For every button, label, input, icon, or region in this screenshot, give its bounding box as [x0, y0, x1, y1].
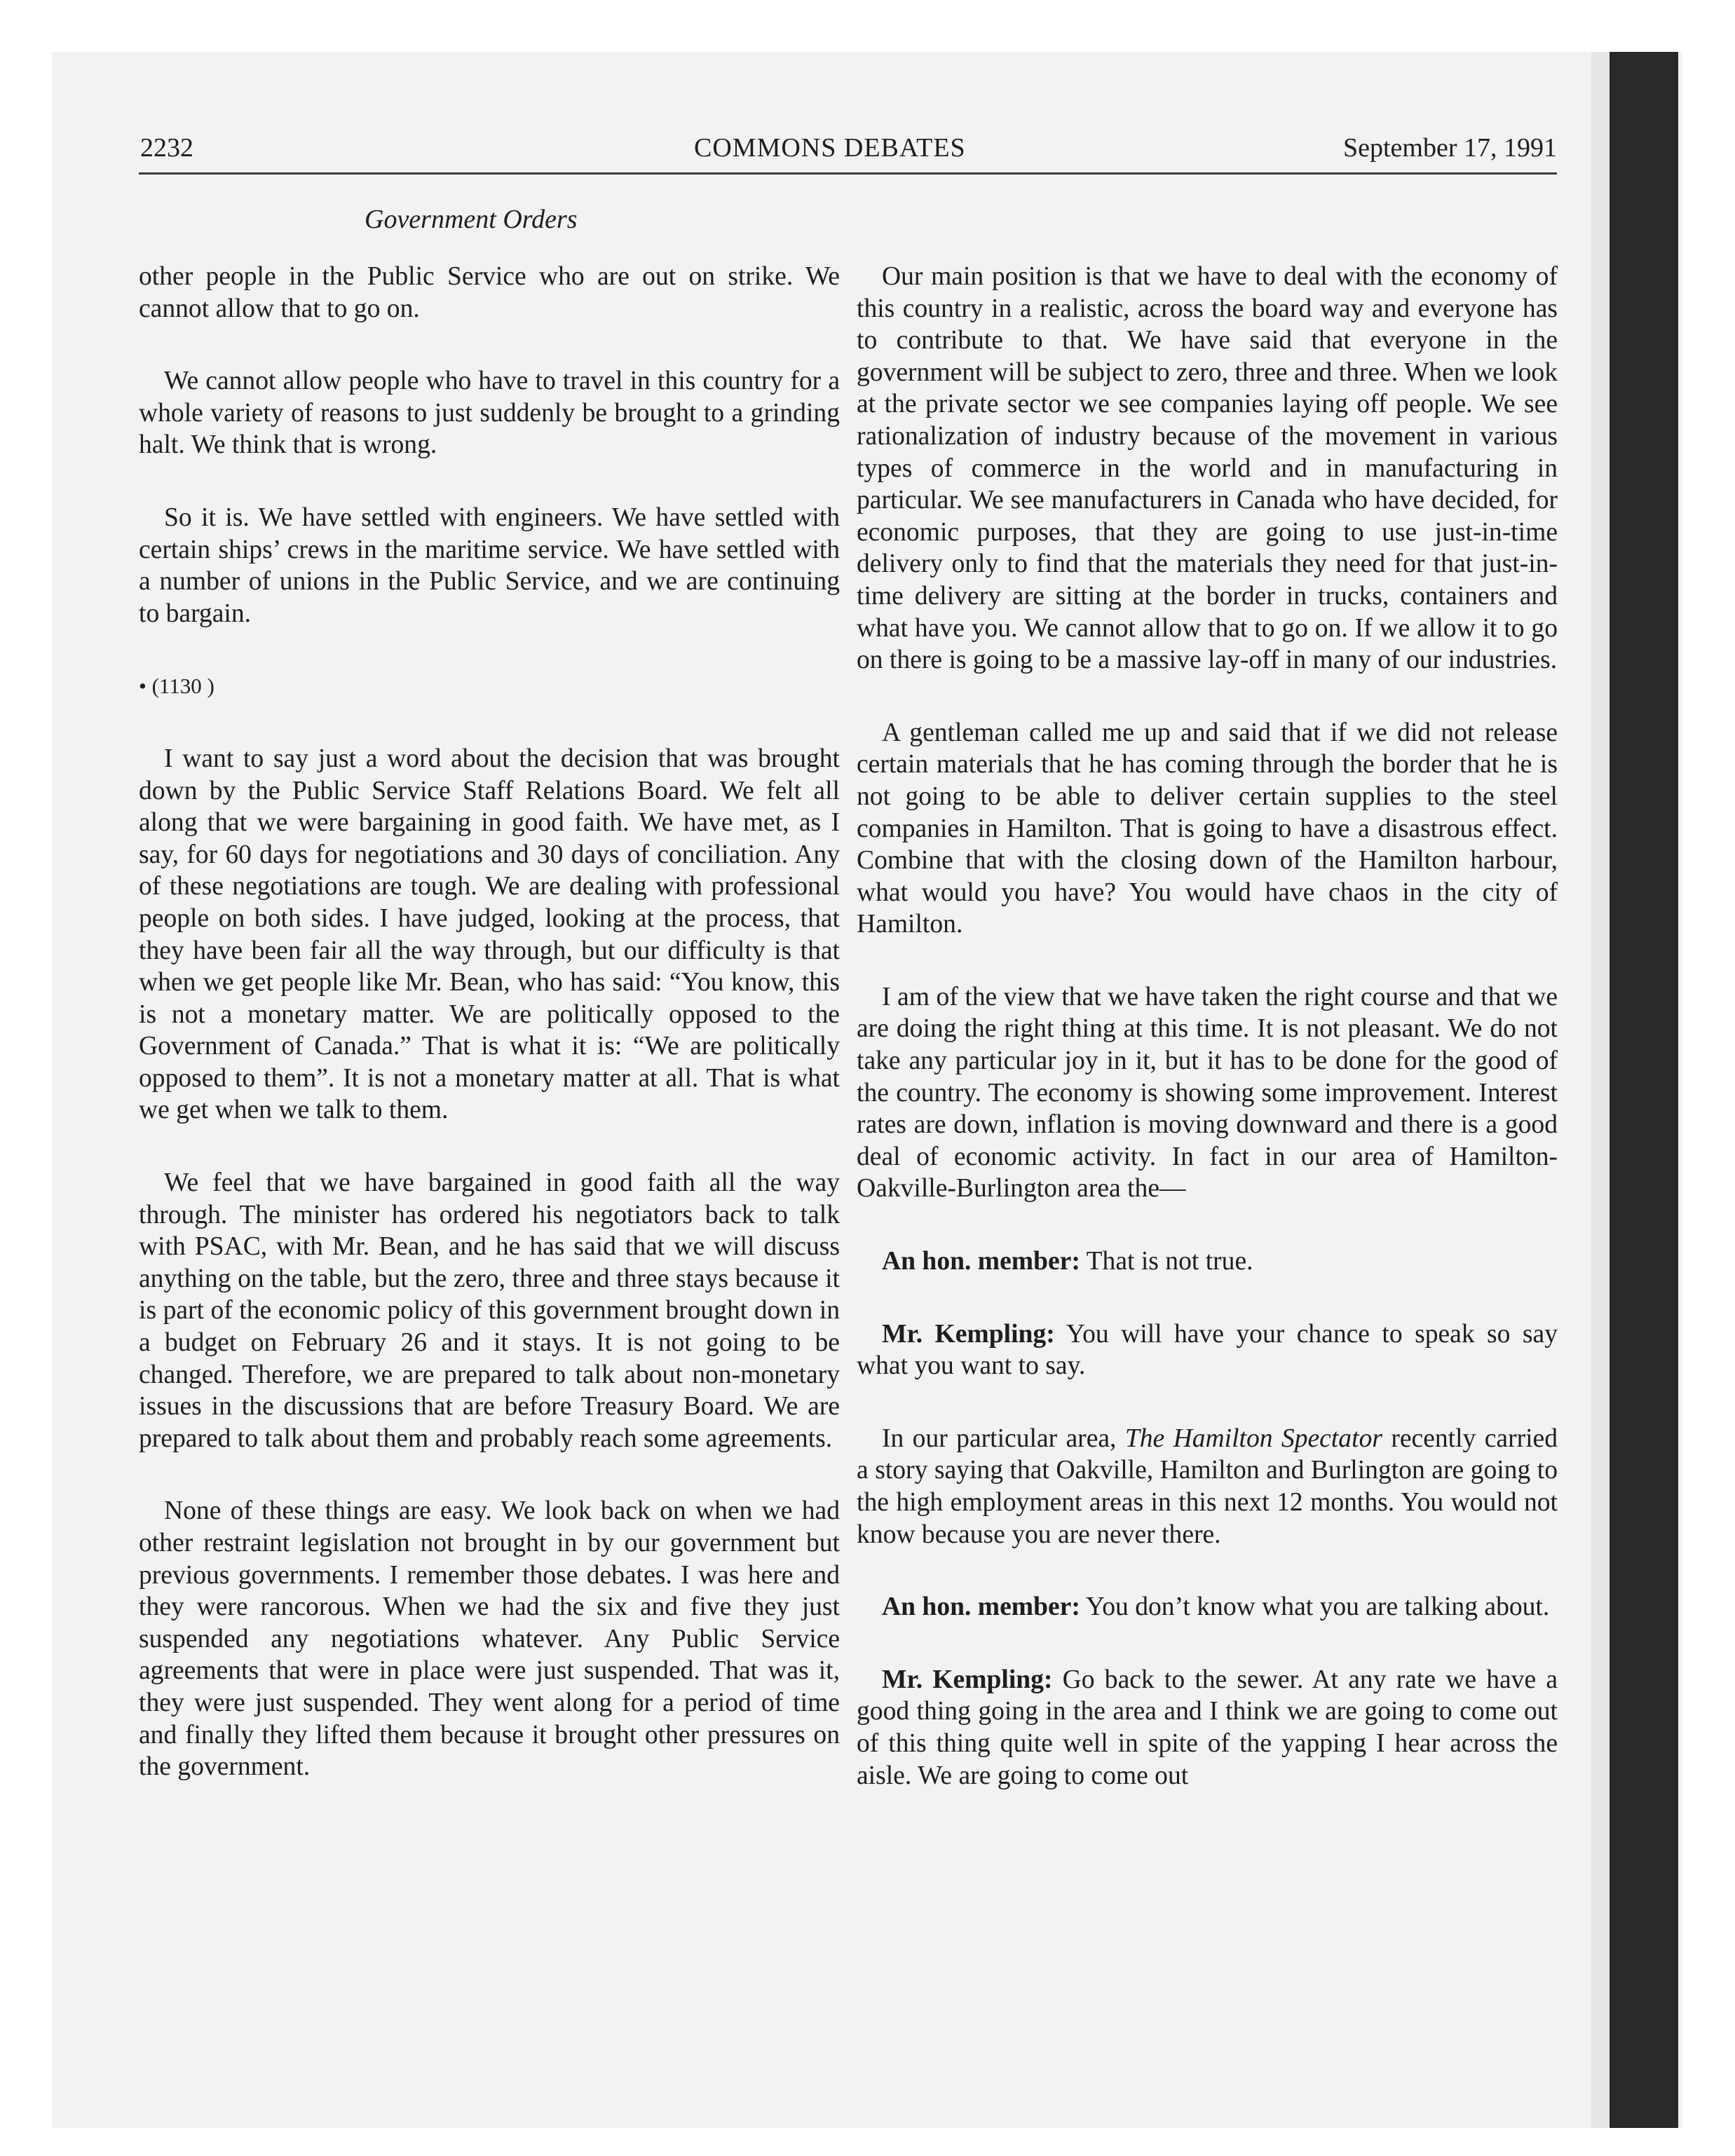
- paragraph: We cannot allow people who have to travel in this country for a whole variety of reasons to just suddenly be brought to a grinding halt. We think that is wrong.: [139, 367, 840, 460]
- speaker-name: An hon. member:: [882, 1247, 1080, 1276]
- page-date: September 17, 1991: [1342, 133, 1557, 163]
- speech-paragraph: [857, 1664, 1558, 1792]
- speech-paragraph: [857, 1246, 1558, 1278]
- paragraph: [857, 1423, 1558, 1550]
- speaker-name: Mr. Kempling:: [882, 1319, 1055, 1349]
- speech-text: That is not true.: [1080, 1247, 1253, 1276]
- paragraph: I want to say just a word about the decision that was brought down by the Public Service Staff Relations Board. We felt all along that we were bargaining in good faith. We have met, as I say, for 60 days for negotiations and 30 days of conciliation. Any of these negotiations are tough. We are dealing with professional people on both sides. I have judged, looking at the process, that they have been fair all the way through, but our difficulty is that when we get people like Mr. Bean, who has said: “You know, this is not a monetary matter. We are politically opposed to the Government of Canada.” That is what it is: “We are politically opposed to them”. It is not a monetary matter at all. That is what we get when we talk to them.: [139, 744, 840, 1125]
- paragraph: other people in the Public Service who are out on strike. We cannot allow that to go on.: [139, 262, 840, 323]
- speaker-name: An hon. member:: [882, 1592, 1080, 1622]
- paragraph: None of these things are easy. We look back on when we had other restraint legislation not brought in by our government but previous governments. I remember those debates. I was here and they were rancorous. When we had the six and five they just suspended any negotiations whatever. Any Public Service agreements that were in place were just suspended. That was it, they were just suspended. They went along for a period of time and finally they lifted them because it brought other pressures on the government.: [139, 1496, 840, 1782]
- left-column: [139, 261, 840, 1824]
- paragraph: A gentleman called me up and said that if we did not release certain materials that he has coming through the border that he is not going to be able to deliver certain supplies to the steel companies in Hamilton. That is going to have a disastrous effect. Combine that with the closing down of the Hamilton harbour, what would you have? You would have chaos in the city of Hamilton.: [857, 718, 1558, 939]
- paragraph: Our main position is that we have to deal with the economy of this country in a realistic, across the board way and everyone has to contribute to that. We have said that everyone in the government will be subject to zero, three and three. When we look at the private sector we see companies laying off people. We see rationalization of industry because of the movement in various types of commerce in the world and in manufacturing in particular. We see manufacturers in Canada who have decided, for economic purposes, that they are going to use just-in-time delivery only to find that the materials they need for that just-in-time delivery are sitting at the border in trucks, containers and what have you. We cannot allow that to go on. If we allow it to go on there is going to be a massive lay-off in many of our industries.: [857, 262, 1558, 675]
- speech-text: You will have your chance to speak so say what you want to say.: [857, 1319, 1558, 1381]
- publication-title: The Hamilton Spectator: [1124, 1424, 1382, 1453]
- header-rule: [139, 172, 1557, 175]
- scan-dark-border: [1610, 52, 1678, 2128]
- running-title: COMMONS DEBATES: [694, 133, 966, 163]
- page-number: 2232: [140, 133, 193, 163]
- speech-text: Go back to the sewer. At any rate we have a good thing going in the area and I think we are going to come out of this thing quite well in spite of the yapping I hear across the aisle. We are going to come out: [857, 1665, 1558, 1790]
- paragraph-text: In our particular area,: [882, 1424, 1125, 1453]
- speech-text: You don’t know what you are talking about.: [1080, 1592, 1550, 1622]
- speech-paragraph: [857, 1318, 1558, 1382]
- speech-paragraph: [857, 1591, 1558, 1623]
- speaker-name: Mr. Kempling:: [882, 1665, 1053, 1694]
- time-marker: • (1130 ): [139, 674, 215, 699]
- paragraph: I am of the view that we have taken the right course and that we are doing the right thing at this time. It is not pleasant. We do not take any particular joy in it, but it has to be done for the good of the country. The economy is showing some improvement. Interest rates are down, inflation is moving downward and there is a good deal of economic activity. In fact in our area of Hamilton-Oakville-Burlington area the—: [857, 982, 1558, 1203]
- right-column: [857, 261, 1558, 1832]
- section-title: Government Orders: [365, 205, 578, 234]
- page-edge-shadow: [1591, 52, 1610, 2128]
- paragraph-text: recently carried a story saying that Oakville, Hamilton and Burlington are going to the high employment areas in this next 12 months. You would not know because you are never there.: [857, 1424, 1558, 1549]
- paragraph: We feel that we have bargained in good faith all the way through. The minister has ordered his negotiators back to talk with PSAC, with Mr. Bean, and he has said that we will discuss anything on the table, but the zero, three and three stays because it is part of the economic policy of this government brought down in a budget on February 26 and it stays. It is not going to be changed. Therefore, we are prepared to talk about non-monetary issues in the discussions that are before Treasury Board. We are prepared to talk about them and probably reach some agreements.: [139, 1168, 840, 1453]
- paragraph: So it is. We have settled with engineers. We have settled with certain ships’ crews in the maritime service. We have settled with a number of unions in the Public Service, and we are continuing to bargain.: [139, 503, 840, 628]
